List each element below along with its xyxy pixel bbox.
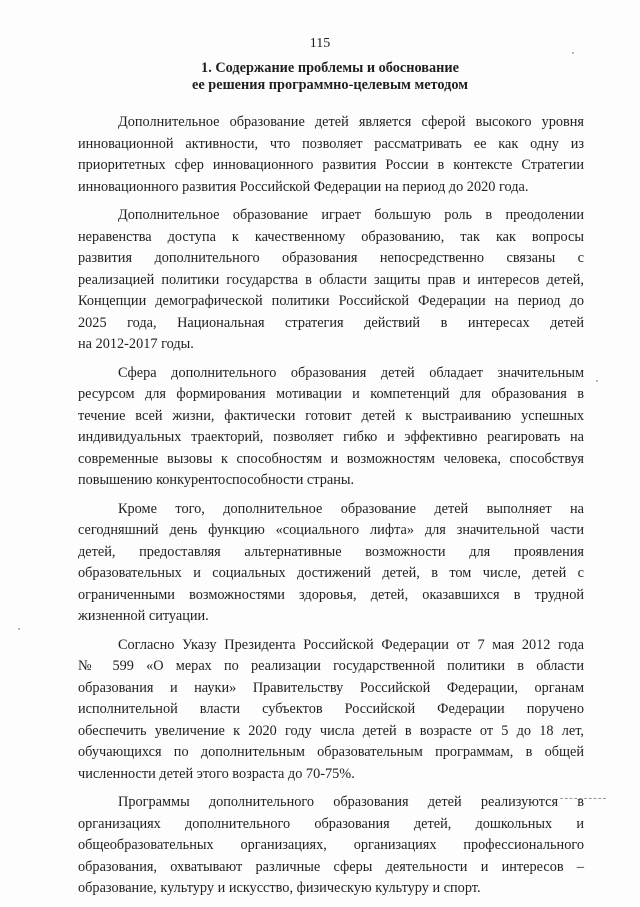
text-line: обучающихся по дополнительным образовательным программам, в общей — [78, 744, 584, 760]
text-line: Концепции демографической политики Российской Федерации на период до — [78, 293, 584, 309]
text-line: на 2012-2017 годы. — [78, 336, 194, 352]
paragraph-3 — [78, 363, 584, 492]
scan-artifact-dot — [596, 380, 598, 382]
scan-artifact-dot — [572, 52, 574, 54]
text-line: исполнительной власти субъектов Российской Федерации поручено — [78, 701, 584, 717]
text-line: обеспечить увеличение к 2020 году числа детей в возрасте от 5 до 18 лет, — [78, 722, 584, 739]
text-line: № 599 «О мерах по реализации государственной политики в области — [78, 658, 584, 674]
text-line: течение всей жизни, фактически готовит детей к выстраиванию успешных — [78, 407, 584, 424]
text-line: реализацией политики государства в области защиты прав и интересов детей, — [78, 271, 584, 288]
text-line: образовательных и социальных достижений детей, в том числе, детей с — [78, 565, 584, 581]
scan-artifact-dashes — [560, 798, 606, 800]
text-line: Кроме того, дополнительное образование детей выполняет на — [118, 500, 584, 517]
section-heading-line-1: 1. Содержание проблемы и обоснование — [201, 60, 459, 76]
text-line: ограниченными возможностями здоровья, детей, оказавшихся в трудной — [78, 586, 584, 603]
paragraph-4 — [78, 499, 584, 628]
text-line: инновационного развития Российской Федерации на период до 2020 года. — [78, 178, 529, 195]
text-line: Программы дополнительного образования детей реализуются в — [118, 794, 584, 810]
scan-artifact-dot — [18, 628, 20, 630]
paragraph-5 — [78, 635, 584, 786]
text-line: инновационной активности, что позволяет рассматривать ее как одну из — [78, 135, 584, 152]
text-line: сегодняшний день функцию «социального лифта» для значительной части — [78, 522, 584, 538]
page-number: 115 — [309, 36, 331, 51]
section-heading — [60, 60, 600, 94]
text-line: индивидуальных траекторий, позволяет гибко и эффективно реагировать на — [78, 429, 584, 445]
text-line: образования, охватывают различные сферы деятельности и интересов – — [78, 858, 584, 875]
body-text — [78, 112, 584, 907]
section-heading-line-2: ее решения программно-целевым методом — [192, 77, 468, 93]
text-line: образование, культуру и искусство, физическую культуру и спорт. — [78, 880, 481, 896]
text-line: Дополнительное образование детей является сферой высокого уровня — [118, 114, 584, 130]
text-line: организациях дополнительного образования детей, дошкольных и — [78, 815, 584, 832]
paragraph-6 — [78, 792, 584, 900]
text-line: общеобразовательных организациях, организациях профессионального — [78, 837, 584, 853]
text-line: Дополнительное образование играет большую роль в преодолении — [118, 207, 584, 223]
text-line: развития дополнительного образования непосредственно связаны с — [78, 250, 584, 266]
text-line: жизненной ситуации. — [78, 608, 209, 624]
text-line: детей, предоставляя альтернативные возможности для проявления — [78, 543, 584, 560]
text-line: неравенства доступа к качественному образованию, так как вопросы — [78, 228, 584, 245]
text-line: образования и науки» Правительству Российской Федерации, органам — [78, 679, 584, 696]
text-line: 2025 года, Национальная стратегия действий в интересах детей — [78, 314, 584, 331]
text-line: Согласно Указу Президента Российской Федерации от 7 мая 2012 года — [118, 636, 584, 653]
text-line: ресурсом для формирования мотивации и компетенций для образования в — [78, 386, 584, 402]
text-line: приоритетных сфер инновационного развития России в контексте Стратегии — [78, 157, 584, 173]
text-line: современные вызовы к способностям и возможностям человека, способствуя — [78, 450, 584, 467]
text-line: численности детей этого возраста до 70-75%. — [78, 765, 355, 782]
text-line: Сфера дополнительного образования детей обладает значительным — [118, 364, 584, 381]
text-line: повышению конкурентоспособности страны. — [78, 472, 355, 488]
paragraph-1 — [78, 112, 584, 198]
paragraph-2 — [78, 205, 584, 356]
